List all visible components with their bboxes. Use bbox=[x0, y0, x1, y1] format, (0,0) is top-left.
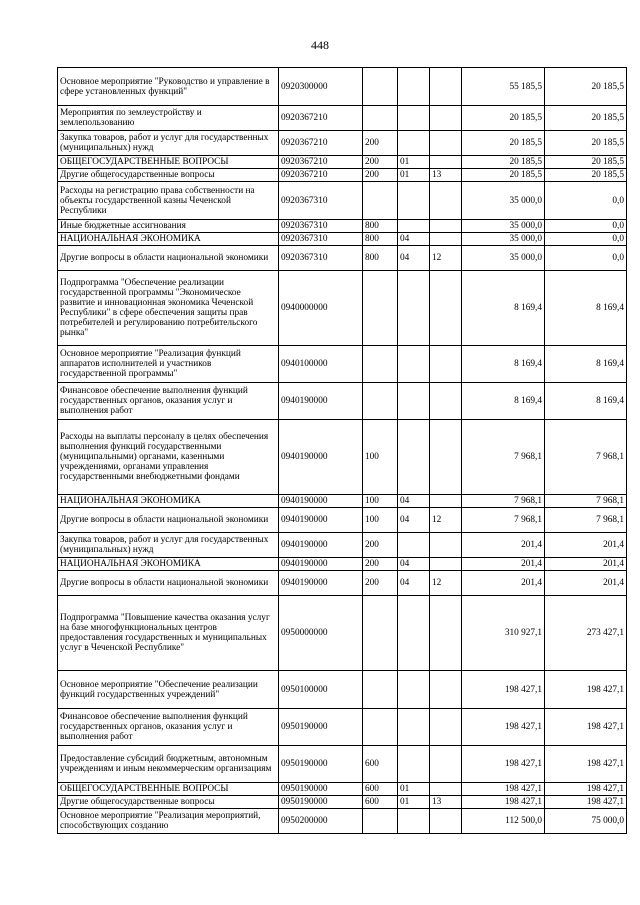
row-amount-1: 35 000,0 bbox=[462, 233, 545, 246]
row-code: 0920367310 bbox=[279, 233, 363, 246]
row-amount-2: 7 968,1 bbox=[545, 508, 627, 533]
row-section bbox=[398, 131, 430, 156]
row-subsection bbox=[430, 420, 462, 495]
row-name: Подпрограмма "Повышение качества оказания услуг на базе многофункциональных центров предоставления государственных и муниципальных услуг в Чеченской Республике" bbox=[58, 596, 279, 671]
row-amount-1: 198 427,1 bbox=[462, 671, 545, 709]
row-name: Закупка товаров, работ и услуг для государственных (муниципальных) нужд bbox=[58, 131, 279, 156]
row-amount-1: 55 185,5 bbox=[462, 68, 545, 106]
row-section: 01 bbox=[398, 156, 430, 169]
row-code: 0940190000 bbox=[279, 533, 363, 558]
row-code: 0940190000 bbox=[279, 508, 363, 533]
row-expense-type bbox=[363, 709, 398, 746]
row-name: Основное мероприятие "Руководство и управление в сфере установленных функций" bbox=[58, 68, 279, 106]
table-row bbox=[58, 182, 627, 220]
row-subsection: 13 bbox=[430, 796, 462, 809]
row-name: Закупка товаров, работ и услуг для государственных (муниципальных) нужд bbox=[58, 533, 279, 558]
row-amount-1: 35 000,0 bbox=[462, 182, 545, 220]
row-code: 0950000000 bbox=[279, 596, 363, 671]
row-expense-type: 600 bbox=[363, 796, 398, 809]
row-amount-2: 198 427,1 bbox=[545, 796, 627, 809]
row-code: 0950190000 bbox=[279, 796, 363, 809]
row-code: 0950190000 bbox=[279, 783, 363, 796]
row-name: Финансовое обеспечение выполнения функций государственных органов, оказания услуг и выполнения работ bbox=[58, 383, 279, 420]
row-section bbox=[398, 271, 430, 346]
row-amount-2: 8 169,4 bbox=[545, 346, 627, 383]
row-amount-2: 201,4 bbox=[545, 533, 627, 558]
row-expense-type bbox=[363, 106, 398, 131]
row-name: Другие вопросы в области национальной экономики bbox=[58, 246, 279, 271]
row-section: 04 bbox=[398, 508, 430, 533]
row-code: 0940190000 bbox=[279, 383, 363, 420]
row-amount-1: 198 427,1 bbox=[462, 796, 545, 809]
row-expense-type bbox=[363, 596, 398, 671]
row-section: 04 bbox=[398, 233, 430, 246]
row-subsection: 12 bbox=[430, 571, 462, 596]
table-row bbox=[58, 709, 627, 746]
row-amount-1: 8 169,4 bbox=[462, 346, 545, 383]
row-amount-2: 0,0 bbox=[545, 182, 627, 220]
row-code: 0920367210 bbox=[279, 156, 363, 169]
row-section: 04 bbox=[398, 558, 430, 571]
row-expense-type: 200 bbox=[363, 533, 398, 558]
row-amount-2: 198 427,1 bbox=[545, 709, 627, 746]
row-code: 0920367210 bbox=[279, 106, 363, 131]
row-name: НАЦИОНАЛЬНАЯ ЭКОНОМИКА bbox=[58, 233, 279, 246]
table-row bbox=[58, 571, 627, 596]
row-subsection bbox=[430, 709, 462, 746]
row-amount-2: 75 000,0 bbox=[545, 809, 627, 834]
row-code: 0920367210 bbox=[279, 131, 363, 156]
row-expense-type: 200 bbox=[363, 558, 398, 571]
row-amount-2: 20 185,5 bbox=[545, 106, 627, 131]
row-code: 0950190000 bbox=[279, 709, 363, 746]
row-code: 0940190000 bbox=[279, 571, 363, 596]
row-amount-2: 198 427,1 bbox=[545, 783, 627, 796]
row-subsection bbox=[430, 671, 462, 709]
table-row bbox=[58, 131, 627, 156]
row-expense-type: 600 bbox=[363, 783, 398, 796]
row-amount-1: 8 169,4 bbox=[462, 271, 545, 346]
table-row bbox=[58, 783, 627, 796]
row-code: 0920300000 bbox=[279, 68, 363, 106]
row-amount-1: 198 427,1 bbox=[462, 746, 545, 783]
row-subsection bbox=[430, 383, 462, 420]
row-section bbox=[398, 709, 430, 746]
row-name: Подпрограмма "Обеспечение реализации государственной программы "Экономическое развитие и инновационная экономика Чеченской Республики" в сфере обеспечения защиты прав потребителей и регулированию потребительского рынка" bbox=[58, 271, 279, 346]
row-section bbox=[398, 383, 430, 420]
row-amount-2: 201,4 bbox=[545, 571, 627, 596]
budget-table bbox=[57, 67, 627, 834]
row-section: 04 bbox=[398, 571, 430, 596]
row-section: 01 bbox=[398, 783, 430, 796]
row-expense-type bbox=[363, 68, 398, 106]
row-section bbox=[398, 68, 430, 106]
row-subsection: 13 bbox=[430, 169, 462, 182]
row-subsection: 12 bbox=[430, 508, 462, 533]
row-name: Основное мероприятие "Обеспечение реализации функций государственных учреждений" bbox=[58, 671, 279, 709]
row-section bbox=[398, 533, 430, 558]
row-section: 04 bbox=[398, 246, 430, 271]
row-amount-1: 7 968,1 bbox=[462, 508, 545, 533]
row-name: Финансовое обеспечение выполнения функций государственных органов, оказания услуг и выполнения работ bbox=[58, 709, 279, 746]
row-name: НАЦИОНАЛЬНАЯ ЭКОНОМИКА bbox=[58, 558, 279, 571]
row-section bbox=[398, 809, 430, 834]
row-amount-1: 201,4 bbox=[462, 571, 545, 596]
row-amount-2: 8 169,4 bbox=[545, 383, 627, 420]
row-amount-2: 20 185,5 bbox=[545, 156, 627, 169]
row-section bbox=[398, 746, 430, 783]
row-subsection bbox=[430, 533, 462, 558]
row-subsection bbox=[430, 220, 462, 233]
row-code: 0940190000 bbox=[279, 420, 363, 495]
row-name: Другие вопросы в области национальной экономики bbox=[58, 508, 279, 533]
table-row bbox=[58, 156, 627, 169]
row-code: 0920367210 bbox=[279, 169, 363, 182]
row-subsection bbox=[430, 106, 462, 131]
row-subsection bbox=[430, 271, 462, 346]
row-amount-2: 201,4 bbox=[545, 558, 627, 571]
row-subsection bbox=[430, 746, 462, 783]
row-code: 0940000000 bbox=[279, 271, 363, 346]
table-row bbox=[58, 558, 627, 571]
row-subsection bbox=[430, 558, 462, 571]
row-name: Другие общегосударственные вопросы bbox=[58, 796, 279, 809]
row-expense-type: 100 bbox=[363, 508, 398, 533]
row-subsection bbox=[430, 156, 462, 169]
row-code: 0950100000 bbox=[279, 671, 363, 709]
row-amount-1: 20 185,5 bbox=[462, 156, 545, 169]
row-name: Мероприятия по землеустройству и землепользованию bbox=[58, 106, 279, 131]
row-section: 01 bbox=[398, 169, 430, 182]
row-expense-type: 800 bbox=[363, 246, 398, 271]
row-name: Другие общегосударственные вопросы bbox=[58, 169, 279, 182]
table-row bbox=[58, 533, 627, 558]
row-amount-1: 8 169,4 bbox=[462, 383, 545, 420]
row-name: НАЦИОНАЛЬНАЯ ЭКОНОМИКА bbox=[58, 495, 279, 508]
row-name: ОБЩЕГОСУДАРСТВЕННЫЕ ВОПРОСЫ bbox=[58, 783, 279, 796]
table-row bbox=[58, 596, 627, 671]
row-amount-1: 35 000,0 bbox=[462, 246, 545, 271]
table-row bbox=[58, 495, 627, 508]
row-code: 0950190000 bbox=[279, 746, 363, 783]
row-section bbox=[398, 346, 430, 383]
row-amount-1: 7 968,1 bbox=[462, 495, 545, 508]
row-amount-1: 112 500,0 bbox=[462, 809, 545, 834]
row-section bbox=[398, 106, 430, 131]
budget-table-body bbox=[58, 68, 627, 834]
table-row bbox=[58, 796, 627, 809]
row-expense-type bbox=[363, 271, 398, 346]
table-row bbox=[58, 671, 627, 709]
row-amount-1: 20 185,5 bbox=[462, 169, 545, 182]
row-amount-1: 20 185,5 bbox=[462, 106, 545, 131]
row-section bbox=[398, 182, 430, 220]
row-section: 04 bbox=[398, 495, 430, 508]
row-subsection bbox=[430, 495, 462, 508]
row-amount-2: 8 169,4 bbox=[545, 271, 627, 346]
row-expense-type: 200 bbox=[363, 156, 398, 169]
row-name: Основное мероприятие "Реализация мероприятий, способствующих созданию bbox=[58, 809, 279, 834]
row-subsection bbox=[430, 233, 462, 246]
row-expense-type bbox=[363, 809, 398, 834]
row-amount-2: 7 968,1 bbox=[545, 420, 627, 495]
row-expense-type: 200 bbox=[363, 131, 398, 156]
row-expense-type bbox=[363, 182, 398, 220]
row-section: 01 bbox=[398, 796, 430, 809]
row-subsection bbox=[430, 68, 462, 106]
row-amount-2: 0,0 bbox=[545, 246, 627, 271]
row-name: ОБЩЕГОСУДАРСТВЕННЫЕ ВОПРОСЫ bbox=[58, 156, 279, 169]
table-row bbox=[58, 246, 627, 271]
page-number: 448 bbox=[311, 38, 329, 52]
row-name: Иные бюджетные ассигнования bbox=[58, 220, 279, 233]
row-expense-type bbox=[363, 383, 398, 420]
table-row bbox=[58, 68, 627, 106]
row-expense-type bbox=[363, 346, 398, 383]
row-amount-2: 273 427,1 bbox=[545, 596, 627, 671]
row-name: Расходы на регистрацию права собственности на объекты государственной казны Чеченской Республики bbox=[58, 182, 279, 220]
row-amount-2: 0,0 bbox=[545, 220, 627, 233]
row-amount-2: 7 968,1 bbox=[545, 495, 627, 508]
row-code: 0940190000 bbox=[279, 495, 363, 508]
row-name: Другие вопросы в области национальной экономики bbox=[58, 571, 279, 596]
row-name: Расходы на выплаты персоналу в целях обеспечения выполнения функций государственными (муниципальными) органами, казенными учреждениями, органами управления государственными внебюджетными фондами bbox=[58, 420, 279, 495]
row-subsection bbox=[430, 783, 462, 796]
row-subsection bbox=[430, 182, 462, 220]
table-row bbox=[58, 420, 627, 495]
row-subsection bbox=[430, 131, 462, 156]
row-amount-2: 20 185,5 bbox=[545, 131, 627, 156]
row-amount-1: 20 185,5 bbox=[462, 131, 545, 156]
table-row bbox=[58, 346, 627, 383]
row-expense-type: 200 bbox=[363, 571, 398, 596]
table-row bbox=[58, 508, 627, 533]
row-code: 0920367310 bbox=[279, 182, 363, 220]
row-expense-type: 100 bbox=[363, 420, 398, 495]
table-row bbox=[58, 220, 627, 233]
row-expense-type bbox=[363, 671, 398, 709]
row-amount-2: 0,0 bbox=[545, 233, 627, 246]
table-row bbox=[58, 169, 627, 182]
row-code: 0940190000 bbox=[279, 558, 363, 571]
row-subsection bbox=[430, 809, 462, 834]
row-subsection bbox=[430, 596, 462, 671]
row-amount-1: 35 000,0 bbox=[462, 220, 545, 233]
table-row bbox=[58, 809, 627, 834]
row-amount-2: 198 427,1 bbox=[545, 746, 627, 783]
row-amount-2: 20 185,5 bbox=[545, 68, 627, 106]
row-amount-1: 198 427,1 bbox=[462, 783, 545, 796]
row-section bbox=[398, 220, 430, 233]
table-row bbox=[58, 271, 627, 346]
row-name: Основное мероприятие "Реализация функций аппаратов исполнителей и участников государственной программы" bbox=[58, 346, 279, 383]
row-amount-2: 20 185,5 bbox=[545, 169, 627, 182]
row-amount-1: 201,4 bbox=[462, 533, 545, 558]
row-name: Предоставление субсидий бюджетным, автономным учреждениям и иным некоммерческим организациям bbox=[58, 746, 279, 783]
row-amount-1: 7 968,1 bbox=[462, 420, 545, 495]
table-row bbox=[58, 233, 627, 246]
row-expense-type: 800 bbox=[363, 233, 398, 246]
table-row bbox=[58, 106, 627, 131]
row-expense-type: 100 bbox=[363, 495, 398, 508]
row-code: 0920367310 bbox=[279, 220, 363, 233]
row-amount-2: 198 427,1 bbox=[545, 671, 627, 709]
row-subsection: 12 bbox=[430, 246, 462, 271]
row-subsection bbox=[430, 346, 462, 383]
table-row bbox=[58, 383, 627, 420]
row-code: 0950200000 bbox=[279, 809, 363, 834]
row-section bbox=[398, 420, 430, 495]
row-code: 0920367310 bbox=[279, 246, 363, 271]
row-expense-type: 600 bbox=[363, 746, 398, 783]
row-amount-1: 310 927,1 bbox=[462, 596, 545, 671]
row-expense-type: 200 bbox=[363, 169, 398, 182]
row-code: 0940100000 bbox=[279, 346, 363, 383]
row-expense-type: 800 bbox=[363, 220, 398, 233]
table-row bbox=[58, 746, 627, 783]
row-amount-1: 201,4 bbox=[462, 558, 545, 571]
row-section bbox=[398, 596, 430, 671]
row-amount-1: 198 427,1 bbox=[462, 709, 545, 746]
row-section bbox=[398, 671, 430, 709]
